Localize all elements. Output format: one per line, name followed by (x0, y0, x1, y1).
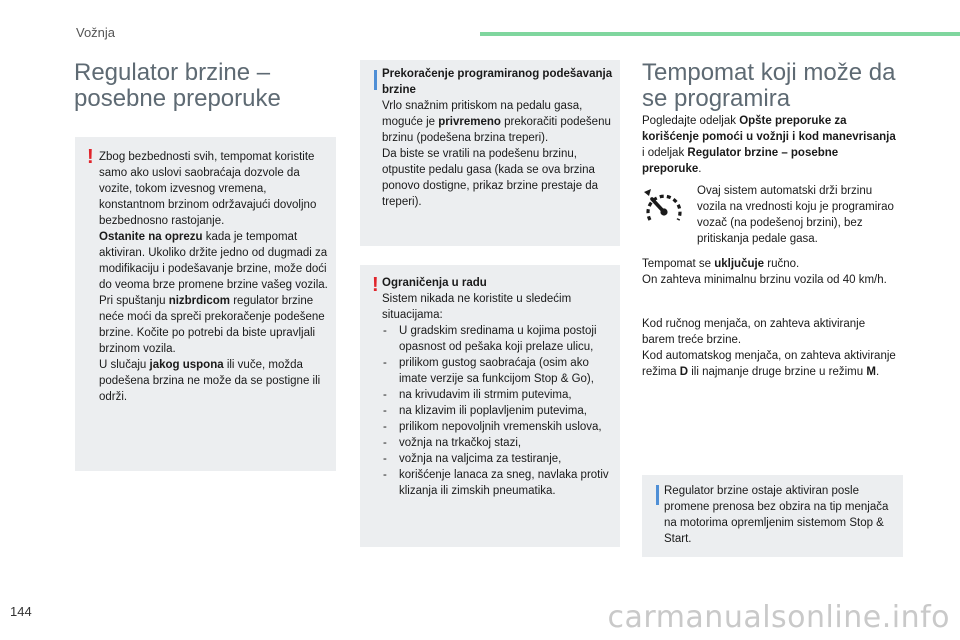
list-item: - prilikom nepovoljnih vremenskih uslova, (382, 419, 614, 435)
limitations-title: Ograničenja u radu (382, 277, 487, 289)
left-heading: Regulator brzine – posebne preporuke (74, 59, 281, 112)
speed-override-info-box (360, 60, 620, 246)
watermark: carmanualsonline.info (607, 600, 950, 635)
info-bar-icon (656, 485, 659, 505)
info-title: Prekoračenje programiranog podešavanja brzine (382, 68, 613, 96)
system-description: Ovaj sistem automatski drži brzinu vozila na vrednosti koju je programirao vozač (na podešenoj brzini), bez pritiskanja pedale gasa. (697, 185, 894, 245)
list-item: - korišćenje lanaca za sneg, navlaka protiv klizanja ili zimskih pneumatika. (382, 467, 614, 499)
exclamation-icon: ! (372, 274, 379, 296)
list-item: - prilikom gustog saobraćaja (osim ako imate verzije sa funkcijom Stop & Go), (382, 355, 614, 387)
info-bar-icon (374, 70, 377, 90)
warning-paragraph: Ostanite na oprezu kada je tempomat aktiviran. Ukoliko držite jedno od dugmadi za modifikaciju i podešavanje brzine, može doći do veoma brze promene brzine vašeg vozila. (99, 231, 328, 291)
warning-paragraph: U slučaju jakog uspona ili vuče, možda podešena brzina ne može da se postigne ili održi. (99, 359, 321, 403)
list-item: - U gradskim sredinama u kojima postoji opasnost od pešaka koji prelaze ulicu, (382, 323, 614, 355)
safety-warning-box (75, 137, 336, 471)
page-number: 144 (10, 604, 32, 619)
list-item: - vožnja na valjcima za testiranje, (382, 451, 614, 467)
section-label: Vožnja (76, 25, 116, 40)
exclamation-icon: ! (87, 146, 94, 168)
limitations-warning-box (360, 265, 620, 547)
safety-warning-text (99, 149, 331, 405)
info-paragraph: Vrlo snažnim pritiskom na pedalu gasa, moguće je privremeno prekoračiti podešenu brzinu (podešena brzina treperi). (382, 100, 611, 144)
list-item: - na krivudavim ili strmim putevima, (382, 387, 614, 403)
activation-paragraph: Tempomat se uključuje ručno. On zahteva minimalnu brzinu vozila od 40 km/h. (642, 258, 887, 286)
list-item: - vožnja na trkačkoj stazi, (382, 435, 614, 451)
limitations-intro: Sistem nikada ne koristite u sledećim situacijama: (382, 293, 572, 321)
stop-start-info-text: Regulator brzine ostaje aktiviran posle promene prenosa bez obzira na tip menjača na motorima opremljenim sistemom Stop & Start. (664, 485, 889, 545)
section-accent-bar (480, 32, 960, 36)
speed-gauge-icon (641, 186, 687, 230)
warning-paragraph: Pri spuštanju nizbrdicom regulator brzine neće moći da spreči prekoračenje podešene brzine. Kočite po potrebi da biste upravljali brzinom vozila. (99, 295, 325, 355)
info-paragraph: Da biste se vratili na podešenu brzinu, otpustite pedalu gasa (kada se ova brzina ponovo dostigne, prikaz brzine prestaje da treperi). (382, 148, 599, 208)
limitations-text (382, 275, 614, 499)
stop-start-info-box (642, 475, 903, 557)
gearbox-paragraph: Kod ručnog menjača, on zahteva aktiviranje barem treće brzine. Kod automatskog menjača, on zahteva aktiviranje režima D ili najmanje druge brzine u režimu M. (642, 318, 896, 378)
right-heading: Tempomat koji može da se programira (642, 59, 896, 112)
limitations-list (382, 323, 614, 499)
warning-paragraph: Zbog bezbednosti svih, tempomat koristite samo ako uslovi saobraćaja dozvole da vozite, tokom izvesnog vremena, konstantnom brzinom održavajući dovoljno bezbednosno rastojanje. (99, 151, 317, 227)
reference-paragraph: Pogledajte odeljak Opšte preporuke za korišćenje pomoći u vožnji i kod manevrisanja i odeljak Regulator brzine – posebne preporuke. (642, 115, 896, 175)
list-item: - na klizavim ili poplavljenim putevima, (382, 403, 614, 419)
speed-override-text (382, 66, 614, 210)
